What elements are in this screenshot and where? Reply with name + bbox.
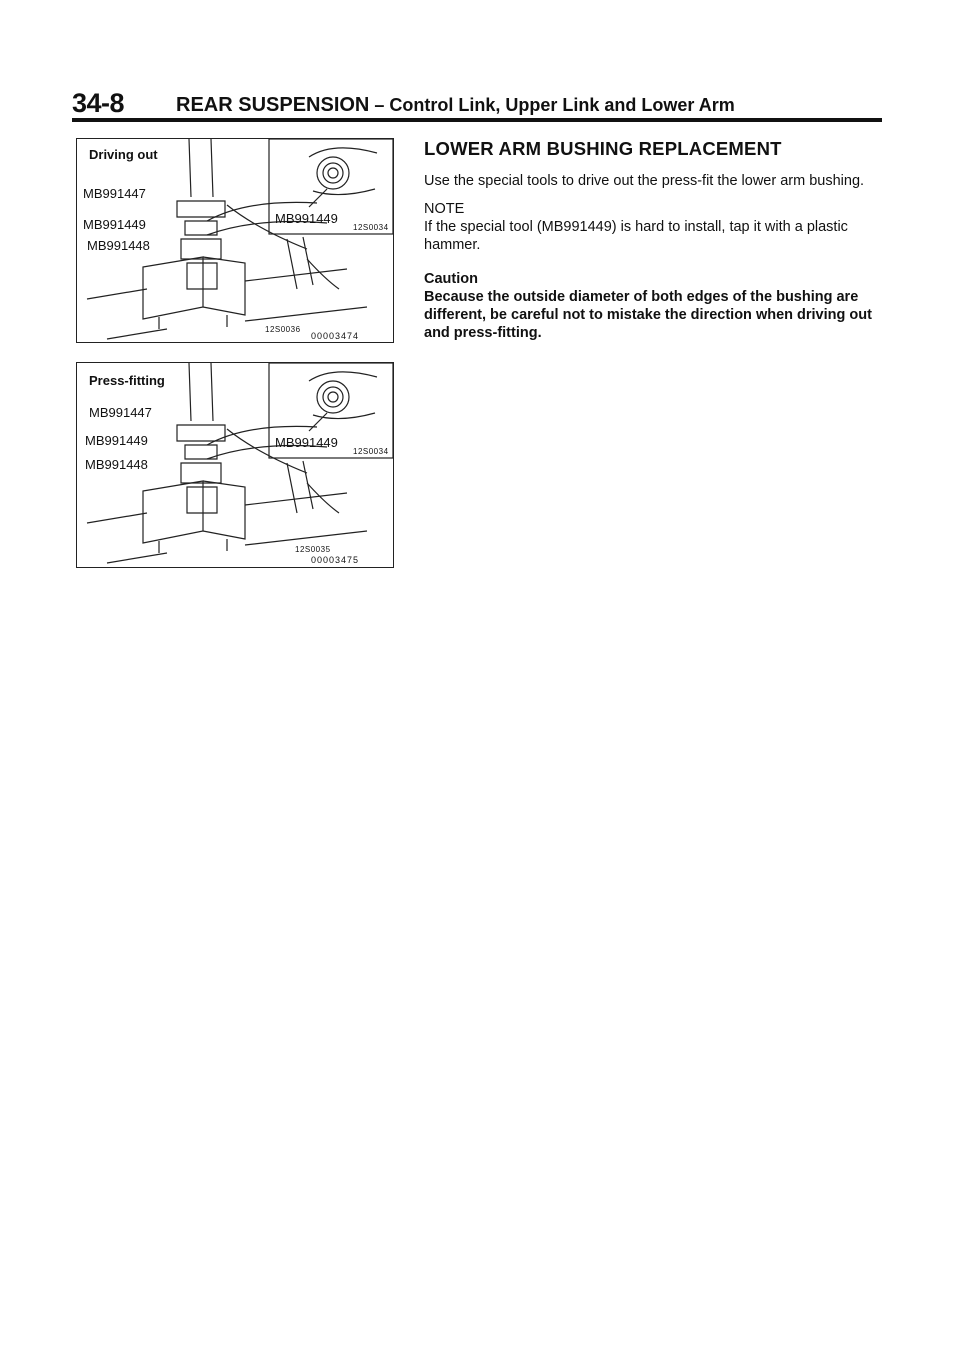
figure-press-fitting <box>76 362 394 568</box>
page-header <box>72 88 882 120</box>
figure-title: Press-fitting <box>89 373 165 388</box>
illustration-code: 12S0035 <box>295 545 331 554</box>
header-rule <box>72 118 882 122</box>
caution-label: Caution <box>424 271 478 287</box>
section-title: REAR SUSPENSION <box>176 94 370 116</box>
header-title <box>176 94 735 117</box>
page-number: 34-8 <box>72 88 125 118</box>
inset-code: 12S0034 <box>353 223 389 232</box>
part-label-mb991448: MB991448 <box>85 457 148 472</box>
part-label-mb991449: MB991449 <box>83 217 146 232</box>
figure-code: 00003474 <box>311 331 360 341</box>
part-label-mb991447: MB991447 <box>89 405 152 420</box>
section-content <box>424 138 884 342</box>
part-label-mb991447: MB991447 <box>83 186 146 201</box>
note-label: NOTE <box>424 201 465 217</box>
part-label-mb991448: MB991448 <box>87 238 150 253</box>
inset-part-label: MB991449 <box>275 211 338 226</box>
note-text: If the special tool (MB991449) is hard to install, tap it with a plastic hammer. <box>424 219 848 253</box>
inset-part-label: MB991449 <box>275 435 338 450</box>
section-heading: LOWER ARM BUSHING REPLACEMENT <box>424 138 782 159</box>
intro-text: Use the special tools to drive out the press-fit the lower arm bushing. <box>424 173 865 189</box>
title-separator: – <box>374 95 385 115</box>
inset-code: 12S0034 <box>353 447 389 456</box>
figure-code: 00003475 <box>311 555 360 565</box>
figure-driving-out <box>76 138 394 343</box>
figure-title: Driving out <box>89 147 158 162</box>
illustration-code: 12S0036 <box>265 325 301 334</box>
caution-text: Because the outside diameter of both edges of the bushing are different, be careful not to mistake the direction when driving out and press-fitting. <box>424 289 872 341</box>
part-label-mb991449: MB991449 <box>85 433 148 448</box>
section-subtitle: Control Link, Upper Link and Lower Arm <box>389 95 735 115</box>
